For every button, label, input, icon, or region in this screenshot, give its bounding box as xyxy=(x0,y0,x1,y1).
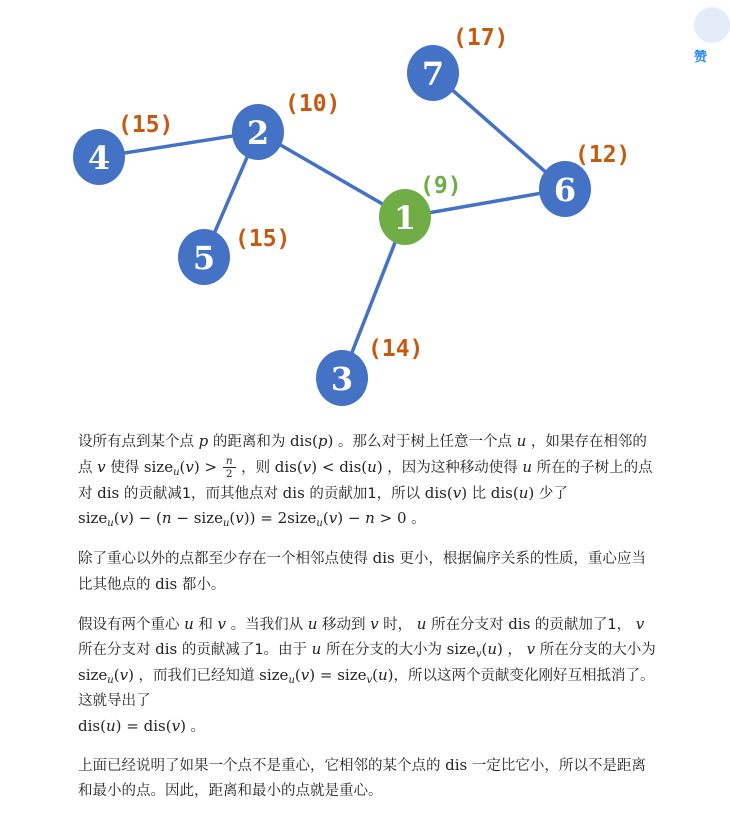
math-var: v xyxy=(217,614,226,633)
text-run: 更小，根据偏序关系的性质，重心应当比其他点的 xyxy=(78,551,646,593)
math-function: size$_u$(v) xyxy=(193,509,250,530)
edge-weight-label-7: (17) xyxy=(453,25,509,51)
text-run: 和 xyxy=(193,616,218,633)
text-run: 时， xyxy=(378,616,417,633)
text-run: 设所有点到某个点 xyxy=(78,434,199,450)
text-run: 的贡献加了1， xyxy=(530,616,636,633)
paragraph-3 xyxy=(78,612,658,740)
math-op: − xyxy=(343,509,366,528)
text-run: 。那么对于树上任意一个点 xyxy=(333,434,517,450)
paragraph-2 xyxy=(78,546,658,597)
math-op: dis xyxy=(508,614,531,633)
text-run: 。 xyxy=(185,718,206,735)
node-number-7: 7 xyxy=(421,55,445,93)
text-run: ，所以这两个贡献变化刚好互相抵消了。这就导出了 xyxy=(78,668,655,710)
node-number-5: 5 xyxy=(192,239,216,277)
edge-weight-label-4: (15) xyxy=(118,112,174,138)
edge-weight-label-6: (12) xyxy=(575,142,631,168)
text-run: ，而我们已经知道 xyxy=(133,668,260,685)
text-run: 都小。 xyxy=(177,576,226,593)
math-function: size$_u$(v) xyxy=(259,666,316,687)
math-var: p xyxy=(198,432,209,450)
math-function: size$_v$(u) xyxy=(337,666,394,687)
math-function: dis(v) xyxy=(424,483,468,502)
text-run: 所在分支对 xyxy=(426,616,509,633)
text-run: 所在分支对 xyxy=(78,642,156,659)
text-run: 移动到 xyxy=(317,616,371,633)
text-run: 上面已经说明了如果一个点不是重心，它相邻的某个点的 xyxy=(78,758,446,775)
math-op: dis xyxy=(445,756,468,775)
math-function: size$_u$(v) xyxy=(78,666,134,687)
edge-weight-label-3: (14) xyxy=(368,336,424,362)
text-run: 的贡献减1，而其他点对 xyxy=(119,485,283,502)
math-var: n xyxy=(365,509,375,528)
floating-action-circle[interactable] xyxy=(694,7,730,43)
math-op: dis xyxy=(155,574,178,593)
text-run: ，如果存在相邻的点 xyxy=(78,434,647,476)
edge-weight-label-1: (9) xyxy=(420,173,462,199)
node-number-2: 2 xyxy=(246,114,270,152)
text-run: 使得 xyxy=(105,459,144,476)
math-var: u xyxy=(311,640,322,659)
node-number-4: 4 xyxy=(87,139,111,177)
math-function: dis(u) xyxy=(339,457,383,476)
math-op: = xyxy=(315,666,338,685)
text-run: 除了重心以外的点都至少存在一个相邻点使得 xyxy=(78,551,373,568)
math-var: v xyxy=(97,457,106,476)
math-var: n xyxy=(161,509,172,528)
math-op: − ( xyxy=(133,509,162,528)
math-op: dis xyxy=(97,483,120,502)
math-op: dis xyxy=(155,640,178,659)
math-var: u xyxy=(184,614,194,633)
math-op: ) = 2 xyxy=(249,509,288,528)
text-run: 的贡献减了1。由于 xyxy=(177,642,312,659)
math-var: u xyxy=(516,432,527,450)
math-function: size$_u$(v) xyxy=(287,509,344,530)
math-op: = xyxy=(121,716,144,735)
math-var: u xyxy=(307,614,318,633)
text-run: ， xyxy=(502,642,527,659)
text-run: 。当我们从 xyxy=(225,616,308,633)
math-op: dis xyxy=(282,483,305,502)
node-number-6: 6 xyxy=(553,171,577,209)
math-op: − xyxy=(171,509,194,528)
text-run: 所在分支的大小为 xyxy=(321,642,447,659)
math-function: dis(p) xyxy=(289,432,334,450)
math-op: dis xyxy=(372,549,395,568)
text-run: 所在分支的大小为 xyxy=(535,642,656,659)
text-run: 所在的子树上的点对 xyxy=(78,459,653,502)
math-function: dis(v) xyxy=(143,716,186,735)
math-op: > xyxy=(199,457,222,476)
text-run: 的贡献加1，所以 xyxy=(304,485,425,502)
edge-weight-label-2: (10) xyxy=(285,91,341,117)
text-run: 假设有两个重心 xyxy=(78,616,185,633)
node-number-1: 1 xyxy=(393,199,417,237)
like-button[interactable]: 赞 xyxy=(694,50,708,65)
text-run: 少了 xyxy=(534,485,568,502)
math-fraction: $\frac{n}{2}$ xyxy=(223,455,236,480)
text-run: 一定比它小，所以不是距离和最小的点。因此，距离和最小的点就是重心。 xyxy=(78,758,646,800)
article-body xyxy=(78,429,658,818)
text-run: 的距离和为 xyxy=(208,434,290,450)
text-run: ，则 xyxy=(236,459,275,476)
text-run: 。 xyxy=(406,511,426,528)
edge-weight-label-5: (15) xyxy=(235,226,291,252)
math-function: dis(u) xyxy=(490,483,535,502)
text-run: ，因为这种移动使得 xyxy=(382,459,523,476)
math-var: v xyxy=(635,614,645,633)
math-function: size$_u$(v) xyxy=(143,457,200,478)
math-function: dis(u) xyxy=(78,716,122,735)
node-number-3: 3 xyxy=(330,360,354,398)
math-var: v xyxy=(370,614,379,633)
math-var: u xyxy=(416,614,427,633)
math-function: size$_u$(v) xyxy=(78,509,134,530)
math-op: > 0 xyxy=(374,509,407,528)
math-function: dis(v) xyxy=(274,457,318,476)
text-run: 比 xyxy=(467,485,491,502)
math-var: u xyxy=(522,457,533,476)
paragraph-4 xyxy=(78,753,658,803)
math-var: v xyxy=(526,640,536,659)
math-op: < xyxy=(317,457,340,476)
paragraph-1 xyxy=(78,429,658,532)
math-function: size$_v$(u) xyxy=(446,640,503,661)
